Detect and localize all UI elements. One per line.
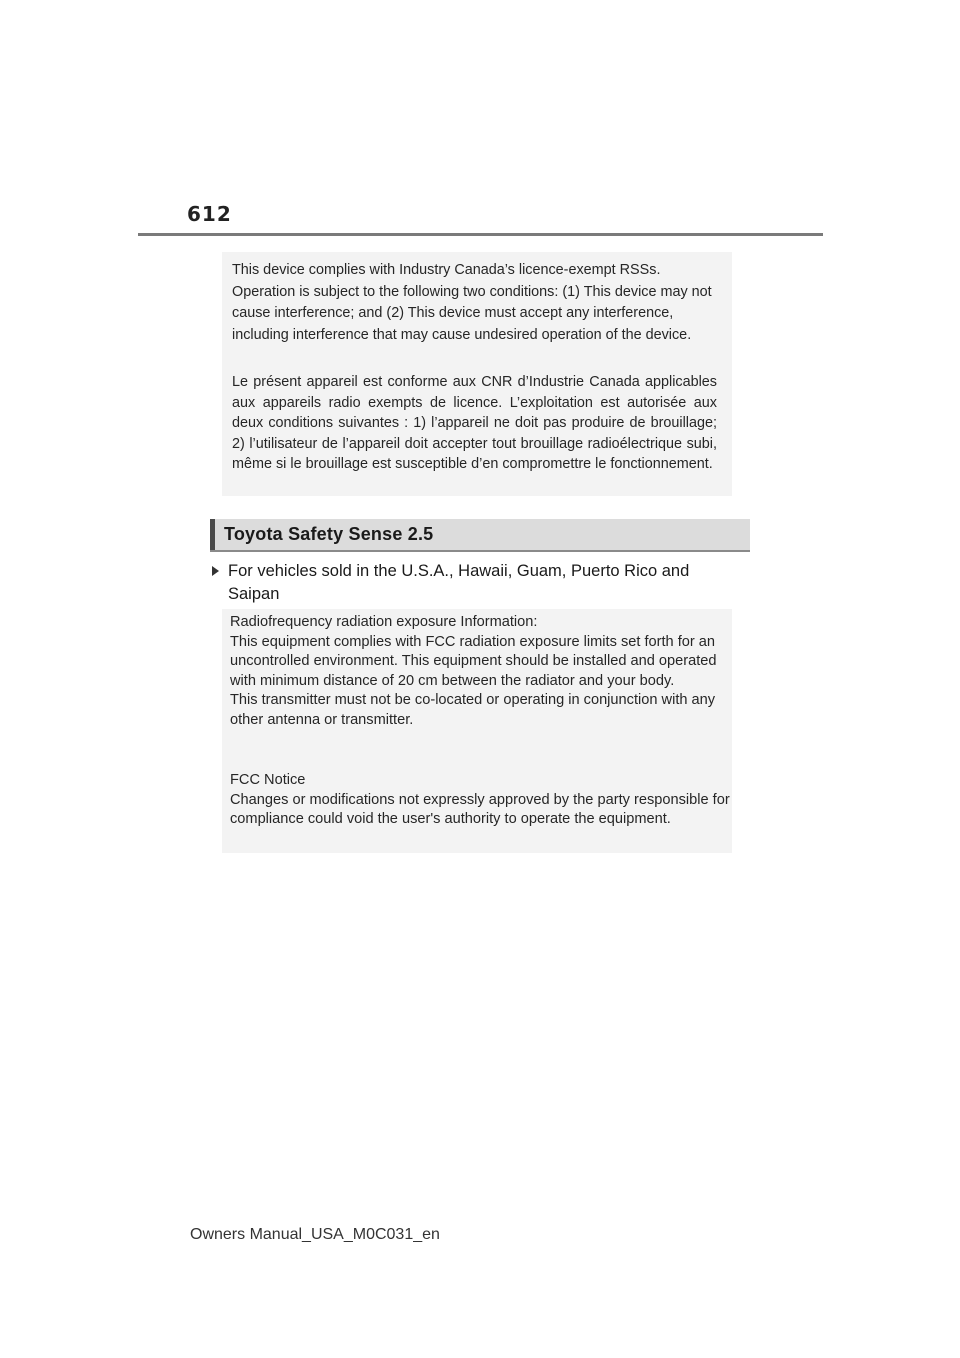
ic-notice-english: This device complies with Industry Canada’s licence-exempt RSSs. Operation is subject to the following two conditions: (1) This device may not cause interference; and (2) This device must accept any interference, including interference that may cause undesired operation of the device. [232,262,712,343]
bullet-text: For vehicles sold in the U.S.A., Hawaii, Guam, Puerto Rico and Saipan [228,562,690,603]
section-title: Toyota Safety Sense 2.5 [224,524,434,544]
industry-canada-notice [222,252,732,496]
section-header [210,519,750,552]
page-footer: Owners Manual_USA_M0C031_en [190,1226,440,1243]
ic-notice-french: Le présent appareil est conforme aux CNR d’Industrie Canada applicables aux appareils radio exempts de licence. L’exploitation est autorisée aux deux conditions suivantes : 1) l’appareil ne doit pas produire de brouillage; 2) l’utilisateur de l’appareil doit accepter tout brouillage radioélectrique subi, même si le brouillage est susceptible d’en compromettre le fonctionnement. [232,374,717,472]
bullet-item [212,560,742,606]
header-rule [138,233,823,236]
fcc-notice [222,609,732,853]
fcc-notice-paragraph: FCC Notice Changes or modifications not expressly approved by the party responsible for compliance could void the user's authority to operate the equipment. [230,772,730,828]
page-number: 612 [187,202,232,226]
triangle-right-icon [212,566,219,576]
section-accent-bar [210,519,215,550]
fcc-exposure-paragraph: Radiofrequency radiation exposure Information: This equipment complies with FCC radiation exposure limits set forth for an uncontrolled environment. This equipment should be installed and operated with minimum distance of 20 cm between the radiator and your body. This transmitter must not be co-located or operating in conjunction with any other antenna or transmitter. [230,614,717,728]
